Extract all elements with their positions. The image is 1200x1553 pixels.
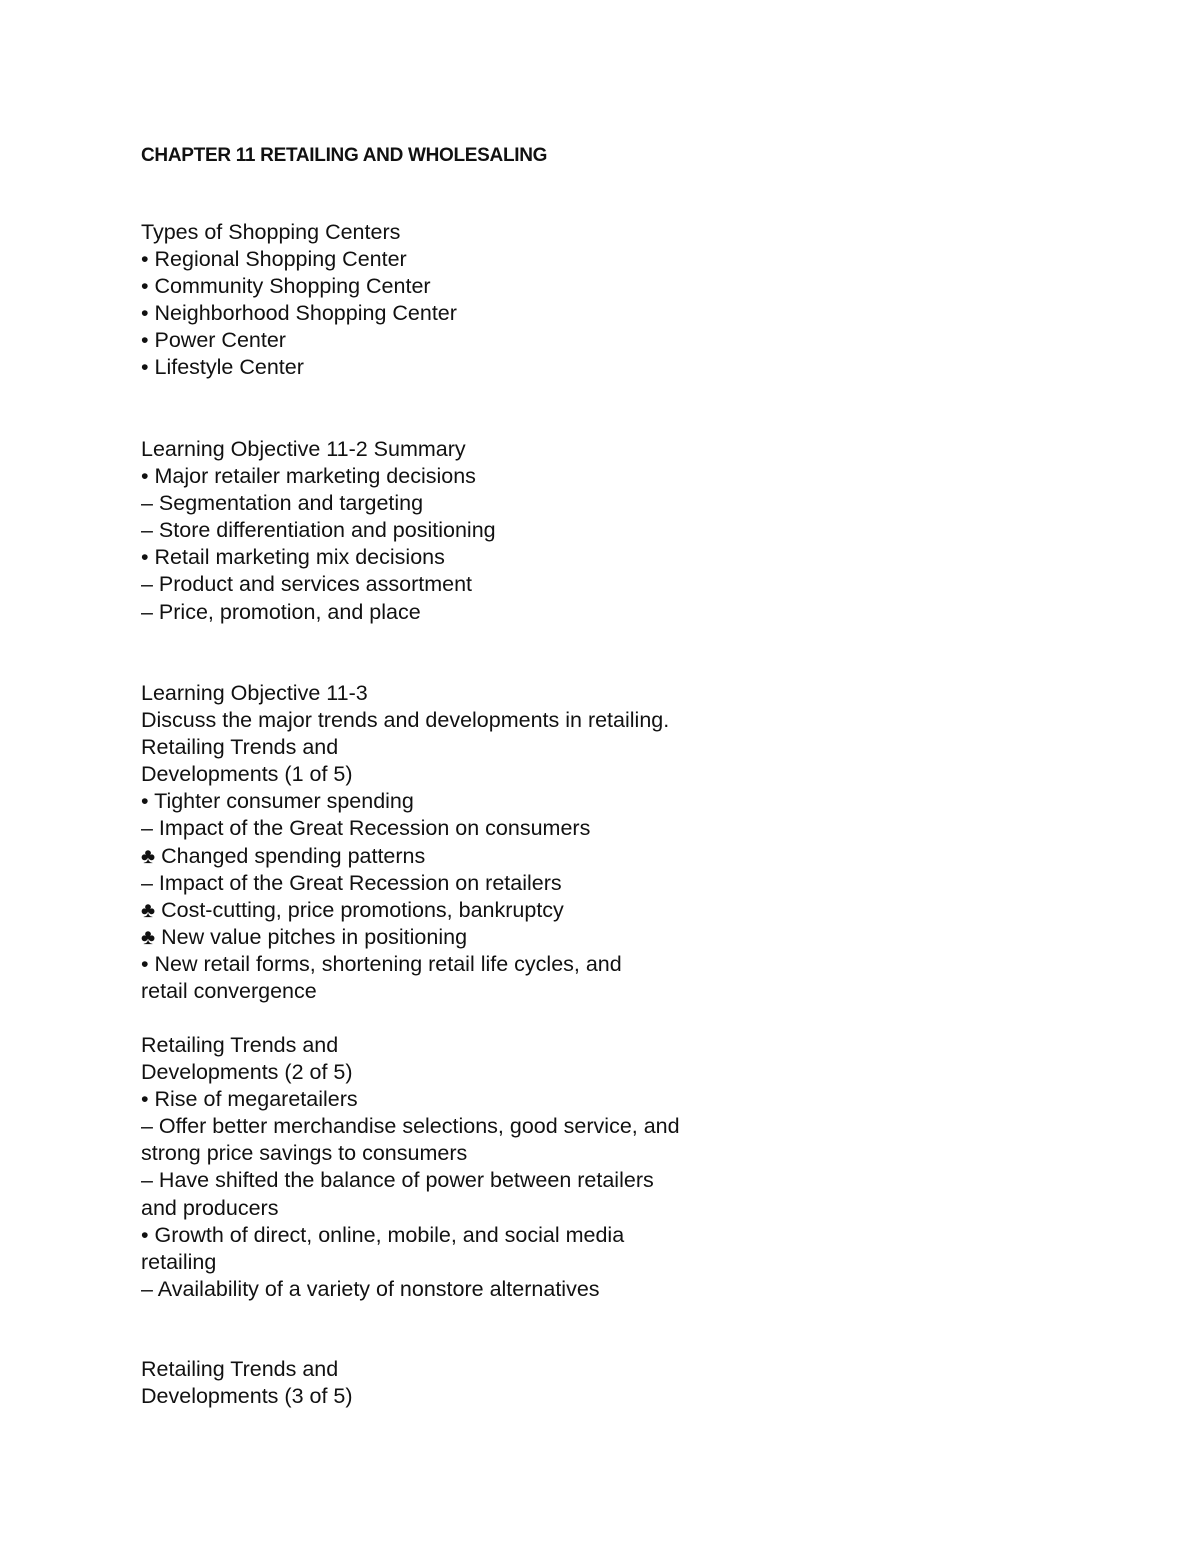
sub-item: – Segmentation and targeting (141, 491, 424, 516)
subheading-line: Developments (1 of 5) (141, 762, 353, 787)
sub-item: – Availability of a variety of nonstore alternatives (141, 1276, 600, 1301)
club-bullet-item: ♣ New value pitches in positioning (141, 924, 468, 949)
club-bullet-item: ♣ Cost-cutting, price promotions, bankruptcy (141, 897, 564, 922)
continuation-line: retailing (141, 1249, 217, 1274)
sub-item: – Have shifted the balance of power between retailers (141, 1168, 654, 1193)
continuation-line: and producers (141, 1195, 279, 1220)
bullet-item: • Rise of megaretailers (141, 1087, 358, 1112)
subheading-line: Developments (3 of 5) (141, 1384, 353, 1409)
section-learning-objective-11-2 (141, 436, 496, 626)
sub-item: – Offer better merchandise selections, good service, and (141, 1114, 680, 1139)
continuation-line: retail convergence (141, 979, 317, 1004)
bullet-item: • Power Center (141, 328, 286, 353)
bullet-item: • Community Shopping Center (141, 274, 431, 299)
sub-item: – Impact of the Great Recession on consumers (141, 816, 591, 841)
bullet-item: • Retail marketing mix decisions (141, 545, 445, 570)
section-retailing-trends-3 (141, 1356, 353, 1410)
continuation-line: strong price savings to consumers (141, 1141, 468, 1166)
bullet-item: • Growth of direct, online, mobile, and social media (141, 1222, 625, 1247)
bullet-item: • Neighborhood Shopping Center (141, 301, 457, 326)
subheading-line: Developments (2 of 5) (141, 1060, 353, 1085)
bullet-item: • Major retailer marketing decisions (141, 464, 476, 489)
subheading-line: Retailing Trends and (141, 1357, 339, 1381)
sub-item: – Price, promotion, and place (141, 599, 421, 624)
bullet-item: • Lifestyle Center (141, 355, 304, 380)
bullet-item: • New retail forms, shortening retail life cycles, and (141, 951, 622, 976)
section-learning-objective-11-3 (141, 680, 669, 1005)
sub-item: – Store differentiation and positioning (141, 518, 496, 543)
section-retailing-trends-2 (141, 1032, 680, 1303)
subheading-line: Retailing Trends and (141, 1033, 339, 1057)
bullet-item: • Regional Shopping Center (141, 247, 407, 272)
sub-item: – Impact of the Great Recession on retailers (141, 870, 562, 895)
text-line: Discuss the major trends and developments in retailing. (141, 708, 670, 733)
section-heading: Learning Objective 11-2 Summary (141, 437, 466, 461)
club-bullet-item: ♣ Changed spending patterns (141, 843, 426, 868)
bullet-item: • Tighter consumer spending (141, 789, 414, 814)
chapter-title: CHAPTER 11 RETAILING AND WHOLESALING (141, 145, 548, 166)
subheading-line: Retailing Trends and (141, 735, 339, 760)
sub-item: – Product and services assortment (141, 572, 473, 597)
section-heading: Types of Shopping Centers (141, 220, 401, 244)
section-shopping-centers (141, 219, 457, 382)
section-heading: Learning Objective 11-3 (141, 681, 368, 705)
